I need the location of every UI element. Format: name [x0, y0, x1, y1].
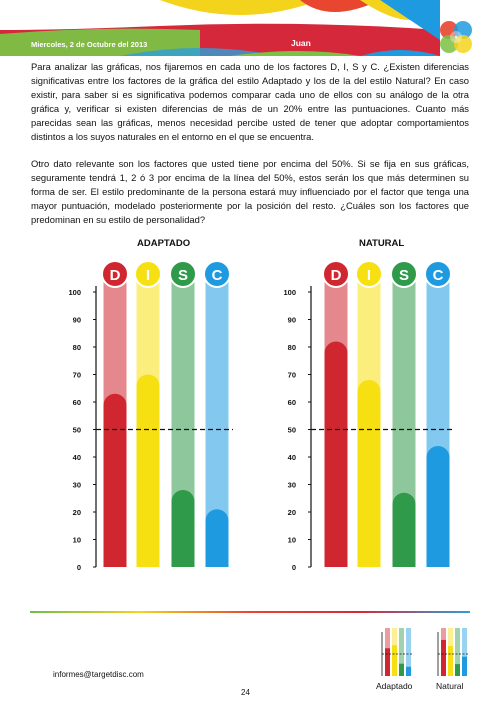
- thumb-label-adaptado: Adaptado: [376, 681, 413, 691]
- thumb-bar-s: [455, 664, 460, 676]
- thumb-bar-c: [462, 657, 467, 676]
- chart-title-adaptado: ADAPTADO: [137, 238, 191, 249]
- page-number: 24: [241, 688, 250, 697]
- thumb-chart-adaptado: [382, 628, 413, 676]
- y-tick-label: 90: [287, 315, 296, 325]
- y-tick-label: 50: [72, 425, 81, 435]
- factor-label-i: I: [366, 267, 372, 284]
- y-tick-label: 50: [287, 425, 296, 435]
- y-tick-label: 100: [68, 288, 81, 297]
- y-tick-label: 40: [72, 453, 81, 462]
- y-tick-label: 80: [287, 343, 296, 352]
- factor-label-i: I: [145, 267, 151, 284]
- chart-title-natural: NATURAL: [359, 238, 405, 249]
- factor-label-s: S: [177, 267, 189, 284]
- person-name: Juan: [291, 38, 311, 48]
- y-tick-label: 100: [283, 288, 296, 297]
- paragraph-dominant-factors: Otro dato relevante son los factores que usted tiene por encima del 50%. Si se fija en sus gráficas, seguramente tendrá 1, 2 ó 3 por encima de la línea del 50%, estos serán los que más determinen su forma de ser. El estilo predominante de la persona estará muy influenciado por el factor que tenga una mayor puntuación, modelado posteriormente por la posición del resto. ¿Cuáles son los factores que predominan en su estilo de personalidad?: [31, 158, 469, 225]
- thumb-label-natural: Natural: [436, 681, 464, 691]
- report-date: Miercoles, 2 de Octubre del 2013: [31, 40, 148, 49]
- y-tick-label: 20: [72, 508, 81, 517]
- thumb-bar-d: [385, 648, 390, 676]
- y-tick-label: 70: [72, 370, 81, 380]
- factor-label-d: D: [330, 267, 342, 284]
- y-tick-label: 0: [76, 563, 81, 572]
- y-tick-label: 10: [287, 535, 296, 545]
- y-tick-label: 30: [72, 480, 81, 490]
- thumb-bar-s: [399, 664, 404, 676]
- contact-email[interactable]: informes@targetdisc.com: [53, 670, 144, 679]
- thumb-bar-c: [406, 667, 411, 676]
- y-tick-label: 70: [287, 370, 296, 380]
- y-tick-label: 80: [72, 343, 81, 352]
- y-tick-label: 90: [72, 315, 81, 325]
- paragraph-comparison: Para analizar las gráficas, nos fijaremos en cada uno de los factores D, I, S y C. ¿Existen diferencias significativas entre los factores de la gráfica del estilo Adaptado y los de la del estilo Natural? En caso existir, para saber si es significativa podemos comparar cada uno de ellos con su análogo de la otra gráfica y, verificar si existen diferencias de más de un 20% entre las puntuaciones. Cuanto más parecidas sean las gráficas, menos necesidad percibe usted de tener que adoptar comportamientos distintos a los suyos naturales en el entorno en el que se encuentra.: [31, 61, 469, 142]
- thumb-bar-d: [441, 640, 446, 676]
- y-tick-label: 0: [291, 563, 296, 572]
- y-tick-label: 60: [287, 398, 296, 407]
- y-tick-label: 40: [287, 453, 296, 462]
- thumb-bar-i: [392, 645, 397, 676]
- y-tick-label: 20: [287, 508, 296, 517]
- thumb-chart-natural: [438, 628, 469, 676]
- factor-label-s: S: [398, 267, 410, 284]
- y-tick-label: 10: [72, 535, 81, 545]
- factor-label-c: C: [211, 267, 223, 284]
- factor-label-c: C: [432, 267, 444, 284]
- thumb-bar-i: [448, 646, 453, 676]
- y-tick-label: 60: [72, 398, 81, 407]
- factor-label-d: D: [109, 267, 121, 284]
- y-tick-label: 30: [287, 480, 296, 490]
